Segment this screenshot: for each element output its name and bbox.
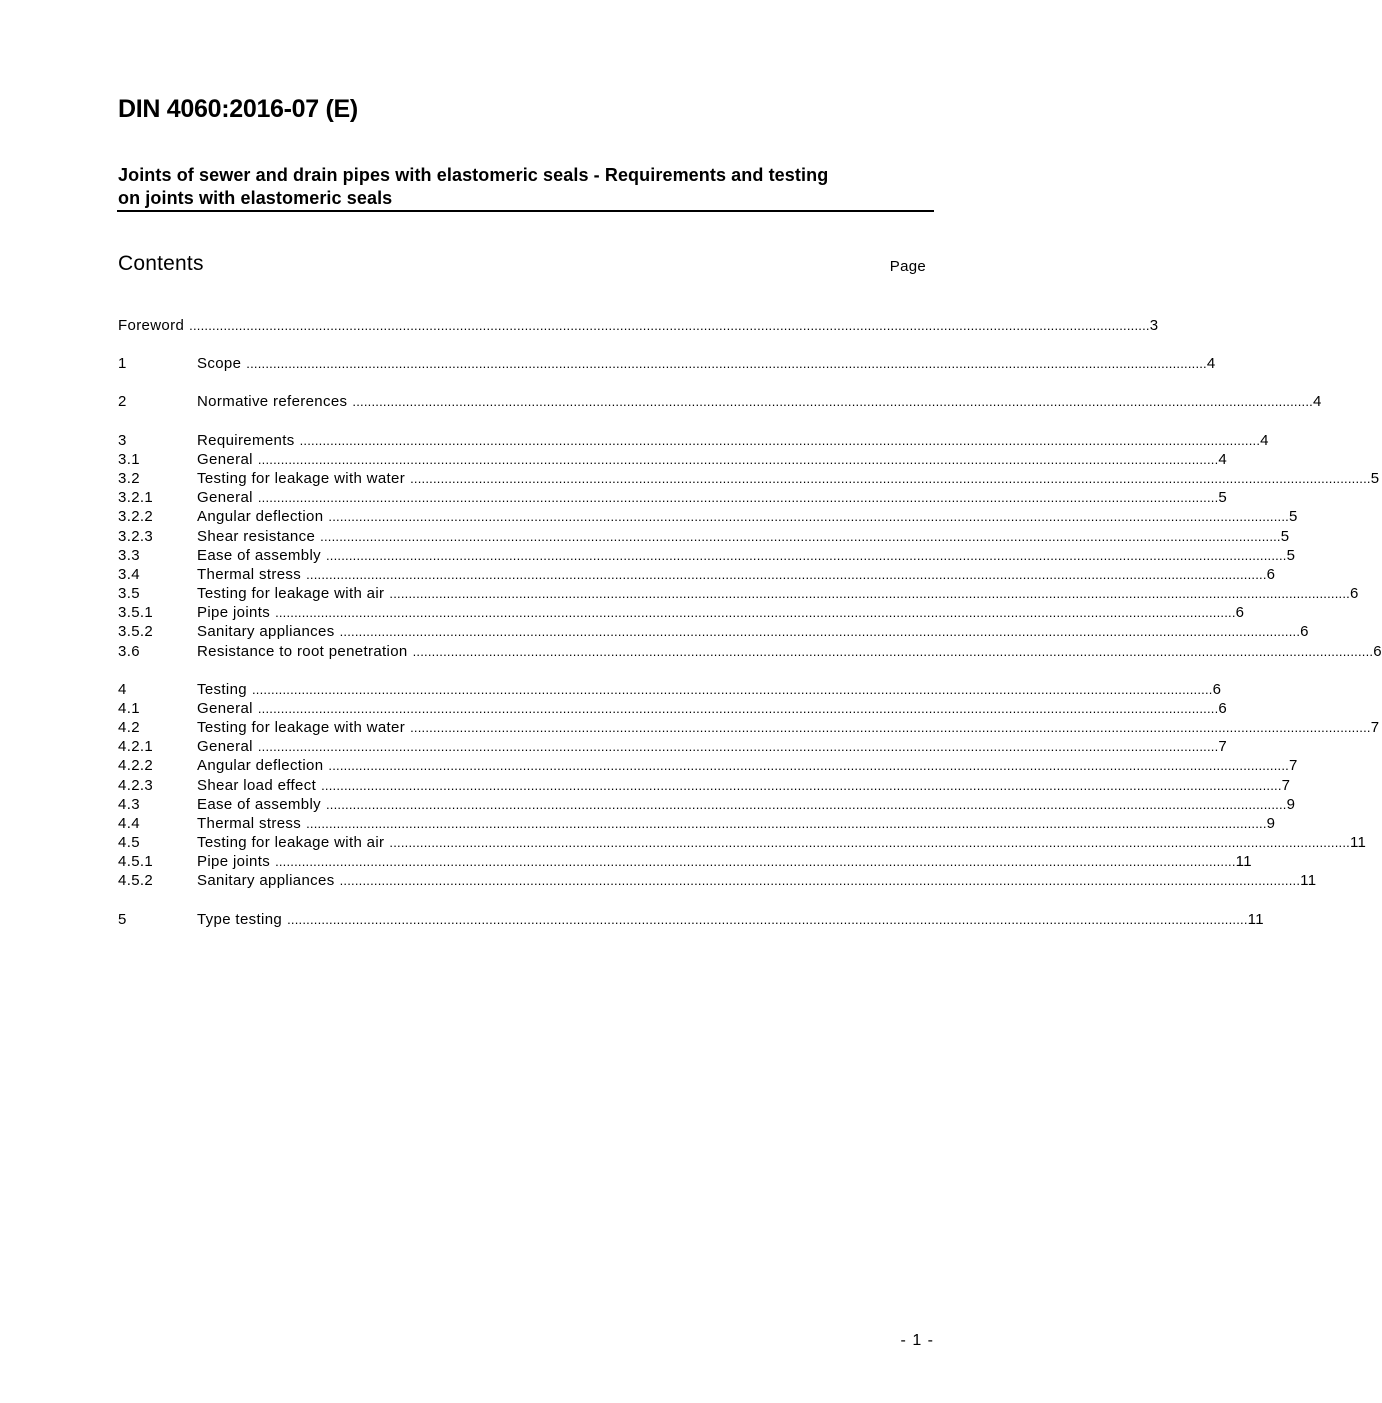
- toc-leader-dots: ............................................................................................................................................................................................................................................................: [326, 797, 1287, 812]
- contents-heading: Contents: [118, 252, 204, 275]
- toc-entry-title: Sanitary appliances: [197, 872, 335, 889]
- toc-entry-page: 6: [1300, 623, 1309, 640]
- toc-entry-3-3[interactable]: [118, 546, 1296, 565]
- toc-entry-1[interactable]: [118, 354, 1216, 373]
- toc-entry-page: 7: [1281, 777, 1291, 794]
- toc-entry-4-5-2[interactable]: [118, 871, 1317, 890]
- toc-entry-number: 3.2: [118, 470, 140, 487]
- toc-entry-4-3[interactable]: [118, 795, 1296, 814]
- toc-entry-number: 3.2.3: [118, 528, 154, 545]
- toc-entry-foreword[interactable]: [118, 316, 1159, 335]
- toc-entry-page: 4: [1218, 451, 1228, 468]
- toc-entry-number: 3.5.2: [118, 623, 154, 640]
- toc-entry-title: Angular deflection: [197, 508, 324, 525]
- toc-entry-number: 4.5.1: [118, 853, 154, 870]
- document-subtitle: [118, 164, 918, 210]
- toc-leader-dots: ............................................................................................................................................................................................................................................................: [275, 854, 1236, 869]
- toc-entry-number: 1: [118, 355, 127, 372]
- toc-entry-title: Sanitary appliances: [197, 623, 335, 640]
- toc-entry-page: 6: [1373, 643, 1382, 660]
- subtitle-line-2: on joints with elastomeric seals: [118, 188, 393, 208]
- toc-entry-page: 11: [1235, 853, 1252, 870]
- title-divider: [117, 210, 934, 212]
- toc-entry-page: 7: [1288, 757, 1298, 774]
- toc-entry-page: 6: [1266, 566, 1276, 583]
- toc-entry-title: Testing for leakage with air: [197, 585, 385, 602]
- toc-entry-page: 6: [1218, 700, 1228, 717]
- toc-entry-number: 4: [118, 681, 127, 698]
- toc-leader-dots: ............................................................................................................................................................................................................................................................: [410, 471, 1371, 486]
- toc-entry-3-2[interactable]: [118, 469, 1380, 488]
- toc-entry-title: Resistance to root penetration: [197, 643, 408, 660]
- toc-entry-page: 6: [1349, 585, 1359, 602]
- toc-entry-number: 3.5: [118, 585, 140, 602]
- toc-entry-title: General: [197, 700, 253, 717]
- toc-entry-3-5[interactable]: [118, 584, 1359, 603]
- toc-entry-title: Pipe joints: [197, 604, 271, 621]
- toc-entry-title: General: [197, 738, 253, 755]
- toc-entry-title: Normative references: [197, 393, 348, 410]
- toc-entry-number: 4.4: [118, 815, 140, 832]
- toc-entry-4-5[interactable]: [118, 833, 1367, 852]
- toc-entry-page: 5: [1280, 528, 1290, 545]
- toc-entry-3-4[interactable]: [118, 565, 1276, 584]
- toc-entry-3-5-2[interactable]: [118, 622, 1309, 641]
- toc-entry-number: 4.2: [118, 719, 140, 736]
- toc-leader-dots: ............................................................................................................................................................................................................................................................: [257, 452, 1219, 467]
- toc-entry-3-5-1[interactable]: [118, 603, 1245, 622]
- toc-leader-dots: ............................................................................................................................................................................................................................................................: [339, 624, 1301, 639]
- toc-entry-title: Shear load effect: [197, 777, 317, 794]
- toc-entry-number: 3: [118, 432, 127, 449]
- toc-leader-dots: ............................................................................................................................................................................................................................................................: [257, 739, 1219, 754]
- toc-entry-number: 3.4: [118, 566, 140, 583]
- document-id: DIN 4060:2016-07 (E): [118, 95, 358, 123]
- toc-entry-number: 4.2.1: [118, 738, 154, 755]
- toc-entry-page: 7: [1370, 719, 1380, 736]
- toc-entry-number: 3.2.1: [118, 489, 154, 506]
- toc-entry-page: 7: [1218, 738, 1228, 755]
- toc-entry-number: 4.2.3: [118, 777, 154, 794]
- toc-entry-number: 2: [118, 393, 127, 410]
- toc-entry-4-2-3[interactable]: [118, 776, 1291, 795]
- toc-leader-dots: ............................................................................................................................................................................................................................................................: [389, 586, 1350, 601]
- toc-entry-page: 6: [1235, 604, 1245, 621]
- page-number: - 1 -: [900, 1332, 934, 1349]
- toc-leader-dots: ............................................................................................................................................................................................................................................................: [275, 605, 1236, 620]
- toc-entry-title: Testing for leakage with air: [197, 834, 385, 851]
- toc-entry-page: 11: [1349, 834, 1367, 851]
- toc-entry-page: 4: [1206, 355, 1216, 372]
- toc-leader-dots: ............................................................................................................................................................................................................................................................: [299, 433, 1261, 448]
- toc-entry-number: 5: [118, 911, 127, 928]
- toc-entry-title: Testing: [197, 681, 247, 698]
- toc-entry-number: 3.5.1: [118, 604, 154, 621]
- toc-entry-3[interactable]: [118, 431, 1269, 450]
- toc-entry-3-2-3[interactable]: [118, 527, 1290, 546]
- toc-entry-3-1[interactable]: [118, 450, 1228, 469]
- toc-entry-title: Testing for leakage with water: [197, 470, 406, 487]
- toc-entry-title: Testing for leakage with water: [197, 719, 406, 736]
- toc-entry-number: 4.5: [118, 834, 140, 851]
- toc-leader-dots: ............................................................................................................................................................................................................................................................: [321, 778, 1282, 793]
- toc-leader-dots: ............................................................................................................................................................................................................................................................: [412, 644, 1374, 659]
- toc-entry-page: 5: [1286, 547, 1296, 564]
- toc-leader-dots: ............................................................................................................................................................................................................................................................: [320, 529, 1281, 544]
- toc-entry-page: 6: [1212, 681, 1222, 698]
- toc-entry-page: 3: [1149, 317, 1159, 334]
- toc-leader-dots: ............................................................................................................................................................................................................................................................: [306, 567, 1267, 582]
- toc-entry-page: 11: [1247, 911, 1264, 928]
- toc-entry-4-4[interactable]: [118, 814, 1276, 833]
- toc-entry-number: 3.1: [118, 451, 140, 468]
- toc-leader-dots: ............................................................................................................................................................................................................................................................: [328, 758, 1289, 773]
- toc-leader-dots: ............................................................................................................................................................................................................................................................: [189, 318, 1150, 333]
- toc-entry-page: 4: [1312, 393, 1322, 410]
- toc-entry-number: 4.1: [118, 700, 140, 717]
- toc-leader-dots: ............................................................................................................................................................................................................................................................: [306, 816, 1267, 831]
- toc-entry-5[interactable]: [118, 910, 1264, 929]
- toc-leader-dots: ............................................................................................................................................................................................................................................................: [328, 509, 1289, 524]
- toc-entry-title: Type testing: [197, 911, 283, 928]
- toc-entry-4-1[interactable]: [118, 699, 1228, 718]
- toc-entry-title: Scope: [197, 355, 242, 372]
- toc-leader-dots: ............................................................................................................................................................................................................................................................: [410, 720, 1371, 735]
- toc-entry-4-2[interactable]: [118, 718, 1380, 737]
- toc-leader-dots: ............................................................................................................................................................................................................................................................: [339, 873, 1301, 888]
- toc-entry-3-2-1[interactable]: [118, 488, 1228, 507]
- toc-entry-title: Ease of assembly: [197, 796, 321, 813]
- toc-leader-dots: ............................................................................................................................................................................................................................................................: [257, 490, 1219, 505]
- toc-entry-page: 9: [1266, 815, 1276, 832]
- toc-entry-page: 4: [1260, 432, 1269, 449]
- toc-entry-3-6[interactable]: [118, 642, 1382, 661]
- toc-leader-dots: ............................................................................................................................................................................................................................................................: [389, 835, 1350, 850]
- toc-entry-number: 4.5.2: [118, 872, 154, 889]
- toc-leader-dots: ............................................................................................................................................................................................................................................................: [352, 394, 1313, 409]
- toc-entry-title: General: [197, 489, 253, 506]
- toc-entry-page: 11: [1300, 872, 1317, 889]
- page-column-heading: Page: [889, 258, 926, 275]
- toc-entry-number: 4.2.2: [118, 757, 154, 774]
- toc-leader-dots: ............................................................................................................................................................................................................................................................: [251, 682, 1213, 697]
- toc-entry-title: Foreword: [118, 317, 185, 334]
- toc-entry-2[interactable]: [118, 392, 1322, 411]
- toc-entry-title: General: [197, 451, 253, 468]
- toc-entry-title: Shear resistance: [197, 528, 316, 545]
- toc-entry-4-2-2[interactable]: [118, 756, 1298, 775]
- toc-entry-4-2-1[interactable]: [118, 737, 1228, 756]
- toc-entry-title: Thermal stress: [197, 566, 302, 583]
- toc-entry-page: 5: [1218, 489, 1228, 506]
- toc-entry-title: Angular deflection: [197, 757, 324, 774]
- toc-entry-number: 3.6: [118, 643, 140, 660]
- toc-leader-dots: ............................................................................................................................................................................................................................................................: [257, 701, 1219, 716]
- toc-entry-3-2-2[interactable]: [118, 507, 1298, 526]
- toc-entry-page: 5: [1288, 508, 1298, 525]
- toc-leader-dots: ............................................................................................................................................................................................................................................................: [287, 912, 1248, 927]
- toc-entry-page: 5: [1370, 470, 1380, 487]
- toc-entry-number: 4.3: [118, 796, 140, 813]
- toc-entry-number: 3.3: [118, 547, 140, 564]
- toc-entry-title: Requirements: [197, 432, 295, 449]
- toc-entry-4[interactable]: [118, 680, 1222, 699]
- toc-entry-title: Thermal stress: [197, 815, 302, 832]
- toc-entry-title: Ease of assembly: [197, 547, 321, 564]
- subtitle-line-1: Joints of sewer and drain pipes with elastomeric seals - Requirements and testing: [118, 165, 829, 185]
- toc-entry-number: 3.2.2: [118, 508, 154, 525]
- toc-entry-4-5-1[interactable]: [118, 852, 1252, 871]
- toc-entry-title: Pipe joints: [197, 853, 271, 870]
- toc-leader-dots: ............................................................................................................................................................................................................................................................: [246, 356, 1207, 371]
- toc-entry-page: 9: [1286, 796, 1296, 813]
- toc-leader-dots: ............................................................................................................................................................................................................................................................: [326, 548, 1287, 563]
